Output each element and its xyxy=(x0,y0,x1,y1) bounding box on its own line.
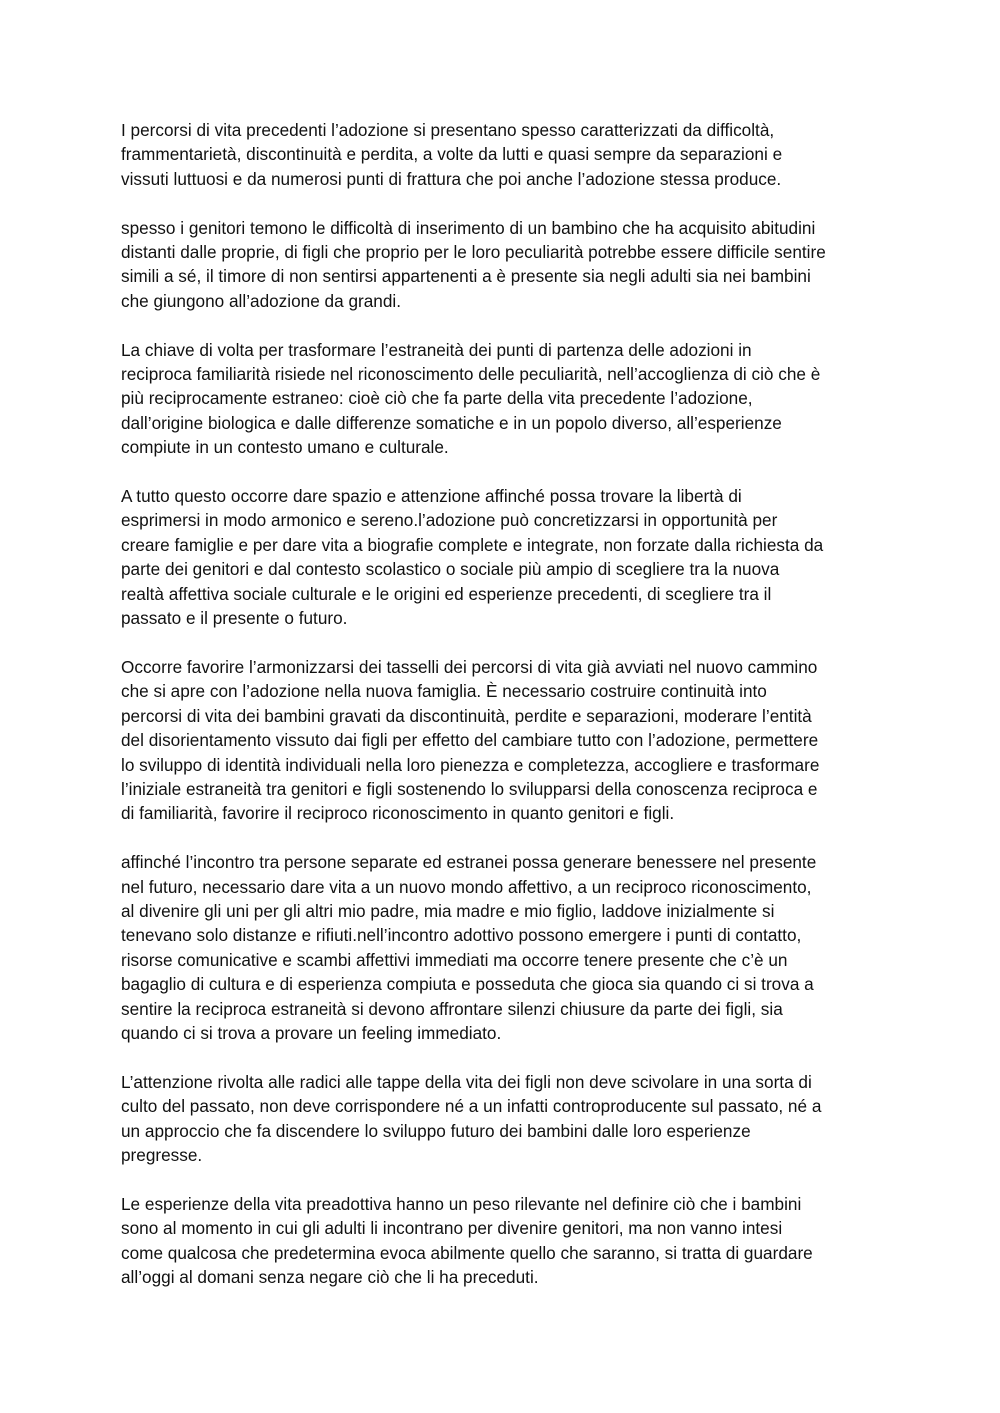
text-line: nel futuro, necessario dare vita a un nuovo mondo affettivo, a un reciproco riconoscimento, xyxy=(121,876,812,897)
text-line: come qualcosa che predetermina evoca abilmente quello che saranno, si tratta di guardare xyxy=(121,1242,813,1263)
document-body xyxy=(121,118,891,1314)
text-line: A tutto questo occorre dare spazio e attenzione affinché possa trovare la libertà di xyxy=(121,486,742,507)
text-line: affinché l’incontro tra persone separate ed estranei possa generare benessere nel presente xyxy=(121,852,817,873)
paragraph xyxy=(121,216,891,314)
text-line: un approccio che fa discendere lo sviluppo futuro dei bambini dalle loro esperienze xyxy=(121,1120,751,1141)
text-line: distanti dalle proprie, di figli che proprio per le loro peculiarità potrebbe essere difficile sentire xyxy=(121,242,826,263)
text-line: reciproca familiarità risiede nel riconoscimento delle peculiarità, nell’accoglienza di ciò che è xyxy=(121,364,821,385)
text-line: realtà affettiva sociale culturale e le origini ed esperienze precedenti, di scegliere tra il xyxy=(121,583,772,604)
text-line: che si apre con l’adozione nella nuova famiglia. È necessario costruire continuità into xyxy=(121,681,767,702)
text-line: bagaglio di cultura e di esperienza compiuta e posseduta che gioca sia quando ci si trova a xyxy=(121,974,814,995)
text-line: l’iniziale estraneità tra genitori e figli sostenendo lo svilupparsi della conoscenza reciproca e xyxy=(121,778,818,799)
text-line: risorse comunicative e scambi affettivi immediati ma occorre tenere presente che c’è un xyxy=(121,949,788,970)
text-line: frammentarietà, discontinuità e perdita, a volte da lutti e quasi sempre da separazioni e xyxy=(121,144,783,165)
text-line: simili a sé, il timore di non sentirsi appartenenti a è presente sia negli adulti sia nei bambini xyxy=(121,266,811,287)
text-line: dall’origine biologica e dalle differenze somatiche e in un popolo diverso, all’esperienze xyxy=(121,412,782,433)
text-line: esprimersi in modo armonico e sereno.l’adozione può concretizzarsi in opportunità per xyxy=(121,510,778,531)
text-line: tenevano solo distanze e rifiuti.nell’incontro adottivo possono emergere i punti di contatto, xyxy=(121,925,802,946)
text-line: più reciprocamente estraneo: cioè ciò che fa parte della vita precedente l’adozione, xyxy=(121,388,753,409)
text-line: Occorre favorire l’armonizzarsi dei tasselli dei percorsi di vita già avviati nel nuovo cammino xyxy=(121,656,818,677)
text-line: spesso i genitori temono le difficoltà di inserimento di un bambino che ha acquisito abitudini xyxy=(121,217,816,238)
paragraph xyxy=(121,338,891,460)
text-line: che giungono all’adozione da grandi. xyxy=(121,290,401,311)
text-line: lo sviluppo di identità individuali nella loro pienezza e completezza, accogliere e trasformare xyxy=(121,754,820,775)
text-line: vissuti luttuosi e da numerosi punti di frattura che poi anche l’adozione stessa produce. xyxy=(121,168,782,189)
text-line: creare famiglie e per dare vita a biografie complete e integrate, non forzate dalla richiesta da xyxy=(121,534,824,555)
text-line: passato e il presente o futuro. xyxy=(121,608,348,629)
paragraph xyxy=(121,118,891,191)
text-line: culto del passato, non deve corrispondere né a un infatti controproducente sul passato, né a xyxy=(121,1096,822,1117)
text-line: del disorientamento vissuto dai figli per effetto del cambiare tutto con l’adozione, permettere xyxy=(121,730,819,751)
paragraph xyxy=(121,1070,891,1168)
text-line: La chiave di volta per trasformare l’estraneità dei punti di partenza delle adozioni in xyxy=(121,339,752,360)
text-line: L’attenzione rivolta alle radici alle tappe della vita dei figli non deve scivolare in una sorta di xyxy=(121,1071,812,1092)
text-line: parte dei genitori e dal contesto scolastico o sociale più ampio di scegliere tra la nuova xyxy=(121,559,780,580)
text-line: compiute in un contesto umano e culturale. xyxy=(121,437,449,458)
text-line: pregresse. xyxy=(121,1144,203,1165)
paragraph xyxy=(121,1192,891,1290)
text-line: Le esperienze della vita preadottiva hanno un peso rilevante nel definire ciò che i bambini xyxy=(121,1193,802,1214)
text-line: percorsi di vita dei bambini gravati da discontinuità, perdite e separazioni, moderare l’entità xyxy=(121,705,812,726)
paragraph xyxy=(121,655,891,826)
text-line: sentire la reciproca estraneità si devono affrontare silenzi chiusure da parte dei figli, sia xyxy=(121,998,783,1019)
text-line: all’oggi al domani senza negare ciò che li ha preceduti. xyxy=(121,1266,539,1287)
text-line: sono al momento in cui gli adulti li incontrano per divenire genitori, ma non vanno intesi xyxy=(121,1218,783,1239)
text-line: al divenire gli uni per gli altri mio padre, mia madre e mio figlio, laddove inizialmente si xyxy=(121,900,775,921)
paragraph xyxy=(121,850,891,1045)
text-line: I percorsi di vita precedenti l’adozione si presentano spesso caratterizzati da difficoltà, xyxy=(121,120,775,140)
text-line: di familiarità, favorire il reciproco riconoscimento in quanto genitori e figli. xyxy=(121,803,675,824)
text-line: quando ci si trova a provare un feeling immediato. xyxy=(121,1022,502,1043)
paragraph xyxy=(121,484,891,630)
